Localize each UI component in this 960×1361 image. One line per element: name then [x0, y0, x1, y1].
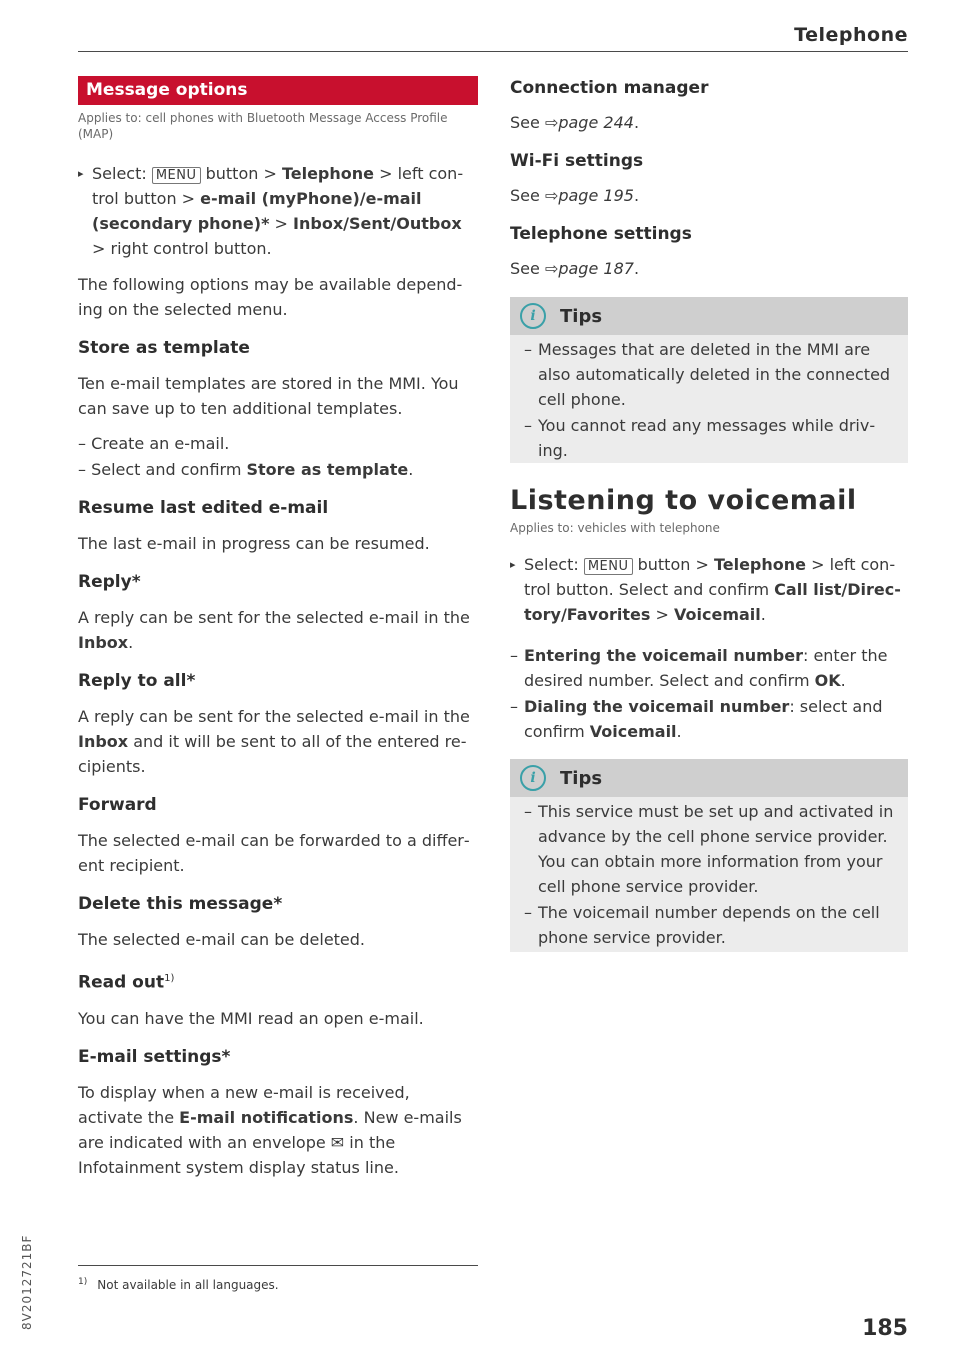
page-ref-arrow-icon: ⇨	[544, 259, 559, 278]
right-column	[510, 76, 908, 952]
tips-body	[510, 797, 908, 952]
heading-forward: Forward	[78, 795, 157, 815]
heading-reply-to-all: Reply to all*	[78, 671, 196, 691]
applies-to-note: Applies to: cell phones with Bluetooth Message Access Profile (MAP)	[78, 111, 448, 141]
page-link[interactable]: page 244	[558, 113, 634, 132]
telephone-see-page: See ⇨page 187.	[510, 259, 640, 278]
store-text: Ten e-mail templates are stored in the MMI. You can save up to ten additional templates.	[78, 374, 459, 418]
select-step: ▸ Select: MENU button > Telephone > left control button > e-mail (myPhone)/e-mail (secondary phone)* > Inbox/Sent/Outbox > right control button.	[78, 161, 478, 261]
tips-body	[510, 335, 908, 463]
page-link[interactable]: page 195	[558, 186, 634, 205]
tips-box-messages	[510, 297, 908, 463]
connection-see-page: See ⇨page 244.	[510, 113, 640, 132]
tips-header	[510, 759, 908, 797]
footnote: $^{1)}$ Not available in all languages.	[78, 1277, 279, 1292]
wifi-see-page: See ⇨page 195.	[510, 186, 640, 205]
page-number: 185	[862, 1316, 908, 1341]
page-link[interactable]: page 187	[558, 259, 634, 278]
tips-box-voicemail	[510, 759, 908, 952]
delete-text: The selected e-mail can be deleted.	[78, 930, 366, 949]
tips-item-1: – Messages that are deleted in the MMI are also automatically deleted in the connected cell phone.	[524, 340, 891, 409]
heading-listening-to-voicemail: Listening to voicemail	[510, 485, 857, 516]
heading-store-as-template: Store as template	[78, 338, 250, 358]
footnote-ref: 1)	[164, 973, 175, 984]
heading-wifi-settings: Wi-Fi settings	[510, 151, 644, 171]
voicemail-applies-to: Applies to: vehicles with telephone	[510, 521, 720, 535]
tips-title: Tips	[560, 305, 603, 327]
heading-connection-manager: Connection manager	[510, 78, 709, 98]
tips-item-1: – This service must be set up and activated in advance by the cell phone service provider. You can obtain more information from your cell phone service provider.	[524, 802, 894, 896]
tips-title: Tips	[560, 767, 603, 789]
reply-all-text: A reply can be sent for the selected e-mail in the Inbox and it will be sent to all of the entered recipients.	[78, 707, 470, 776]
reply-text: A reply can be sent for the selected e-mail in the Inbox.	[78, 608, 470, 652]
menu-button-label: MENU	[584, 558, 633, 575]
heading-delete-message: Delete this message*	[78, 894, 283, 914]
document-code: 8V2012721BF	[20, 1234, 34, 1330]
email-settings-text: To display when a new e-mail is received, activate the E-mail notifications. New e-mails are indicated with an envelope ✉ in the Infotainment system display status line.	[78, 1082, 462, 1177]
heading-reply: Reply*	[78, 572, 141, 592]
menu-button-label: MENU	[152, 167, 201, 184]
heading-read-out: Read out$^{1)}$	[78, 972, 175, 993]
info-icon: i	[520, 303, 546, 329]
tips-header	[510, 297, 908, 335]
page-ref-arrow-icon: ⇨	[544, 186, 559, 205]
running-header-title: Telephone	[794, 24, 908, 46]
step-triangle-icon: ▸	[510, 558, 516, 571]
footnote-rule	[78, 1265, 478, 1266]
heading-resume-last-edited: Resume last edited e-mail	[78, 498, 329, 518]
voicemail-select-step: ▸ Select: MENU button > Telephone > left control button. Select and confirm Call list/Directory/Favorites > Voicemail.	[510, 552, 908, 627]
heading-email-settings: E-mail settings*	[78, 1046, 231, 1067]
voicemail-item-entering: – Entering the voicemail number: enter the desired number. Select and confirm OK.	[510, 646, 888, 690]
left-column	[78, 76, 478, 1180]
info-icon: i	[520, 765, 546, 791]
tips-item-2: – The voicemail number depends on the cell phone service provider.	[524, 903, 880, 947]
header-rule	[78, 51, 908, 52]
tips-item-2: – You cannot read any messages while driving.	[524, 416, 876, 460]
envelope-icon: ✉	[330, 1132, 345, 1152]
read-out-text: You can have the MMI read an open e-mail.	[78, 1008, 424, 1028]
resume-text: The last e-mail in progress can be resumed.	[78, 534, 430, 553]
section-title-message-options: Message options	[78, 76, 478, 105]
intro-text: The following options may be available depending on the selected menu.	[78, 275, 463, 319]
store-item-1: – Create an e-mail.	[78, 434, 230, 453]
forward-text: The selected e-mail can be forwarded to a different recipient.	[78, 831, 470, 875]
voicemail-item-dialing: – Dialing the voicemail number: select and confirm Voicemail.	[510, 697, 883, 741]
store-item-2: – Select and confirm Store as template.	[78, 460, 414, 479]
page-ref-arrow-icon: ⇨	[544, 113, 559, 132]
heading-telephone-settings: Telephone settings	[510, 224, 692, 244]
step-triangle-icon: ▸	[78, 167, 84, 180]
